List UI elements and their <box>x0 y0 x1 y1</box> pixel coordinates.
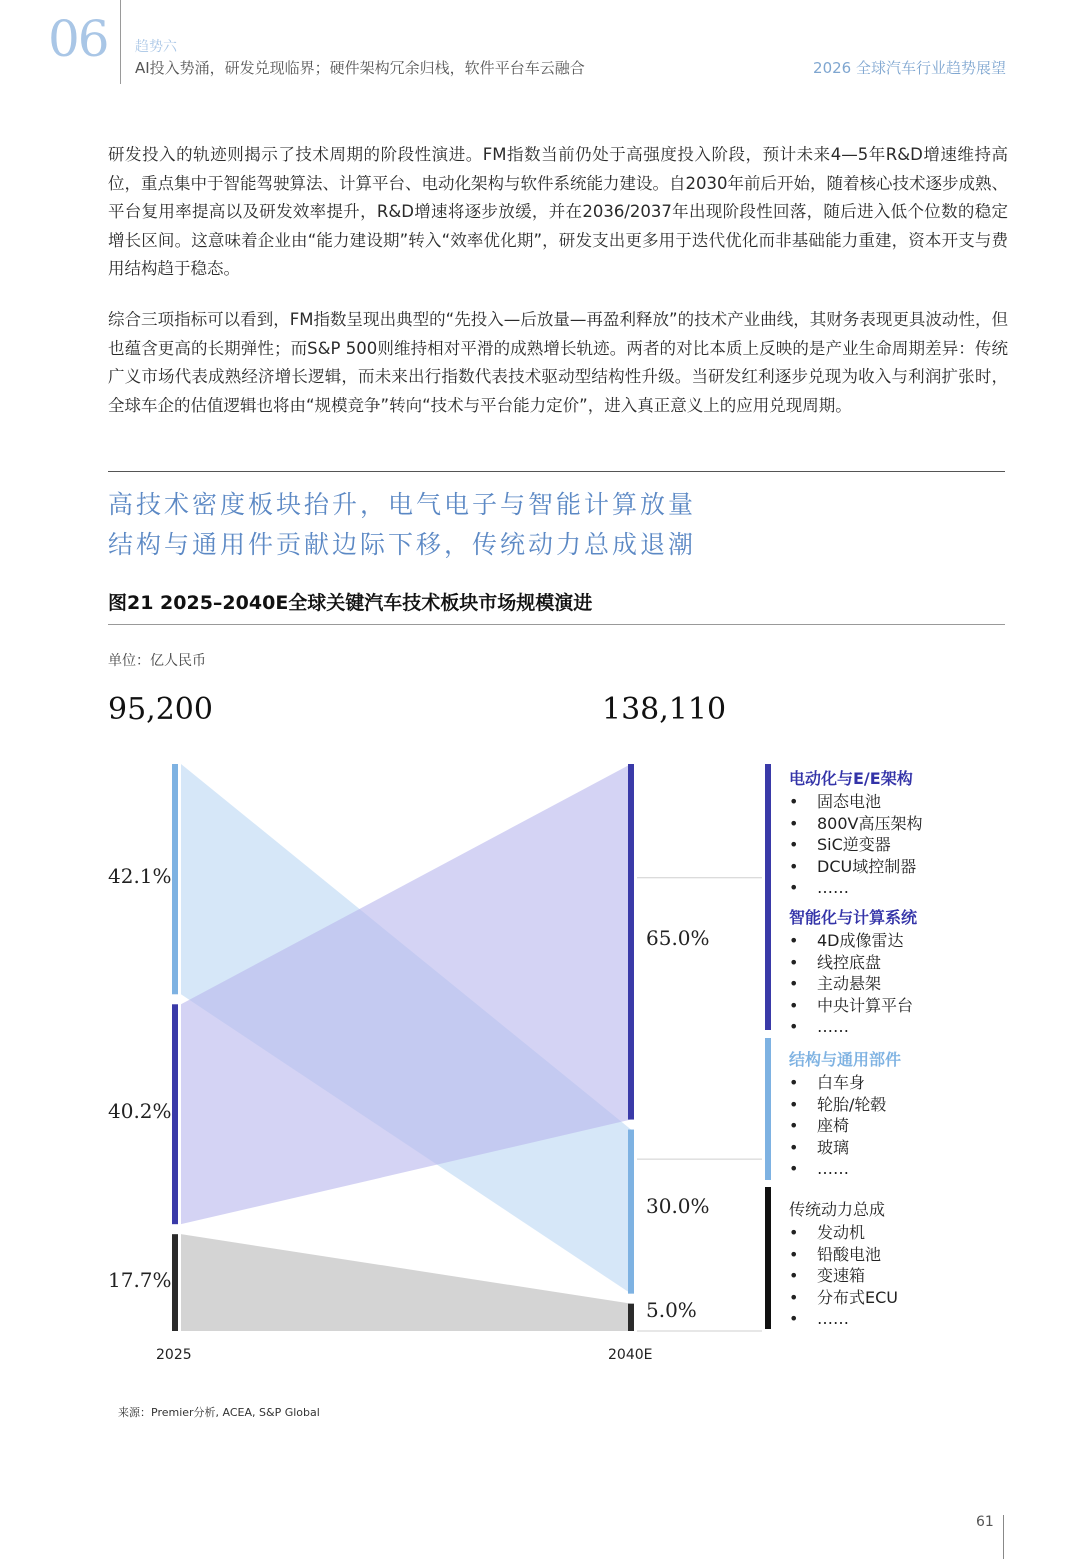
legend-item: • …… <box>789 877 923 899</box>
pct-2025-powertrain: 17.7% <box>108 1268 172 1292</box>
bar-2040e-segment <box>628 764 634 1120</box>
page-number-rule <box>1003 1515 1004 1559</box>
legend-item: • 中央计算平台 <box>789 995 917 1017</box>
legend-item: • 固态电池 <box>789 791 923 813</box>
legend-ee <box>789 766 923 899</box>
total-2040e-label: 138,110 <box>602 692 727 727</box>
figure-unit: 单位：亿人民币 <box>108 653 206 669</box>
legend-item: • 800V高压架构 <box>789 813 923 835</box>
chapter-number: 06 <box>48 10 108 68</box>
x-label-2040e: 2040E <box>608 1347 653 1363</box>
bar-2025-segment <box>172 1004 178 1224</box>
legend-title-structure: 结构与通用部件 <box>789 1050 902 1069</box>
pct-2040-structure: 30.0% <box>646 1194 710 1218</box>
legend-title-ee: 电动化与E/E架构 <box>789 769 913 788</box>
legend-bar-structure <box>765 1038 771 1180</box>
body-paragraph-1: 研发投入的轨迹则揭示了技术周期的阶段性演进。FM指数当前仍处于高强度投入阶段，预计未来4—5年R&D增速维持高位，重点集中于智能驾驶算法、计算平台、电动化架构与软件系统能力建设。自2030年前后开始，随着核心技术逐步成熟、平台复用率提高以及研发效率提升，R&D增速将逐步放缓，并在2036/2037年出现阶段性回落，随后进入低个位数的稳定增长区间。这意味着企业由“能力建设期”转入“效率优化期”，研发支出更多用于迭代优化而非基础能力重建，资本开支与费用结构趋于稳态。 <box>108 145 1008 278</box>
legend-title-powertrain: 传统动力总成 <box>789 1200 886 1219</box>
legend-item: • 4D成像雷达 <box>789 930 917 952</box>
body-paragraph-2: 综合三项指标可以看到，FM指数呈现出典型的“先投入—后放量—再盈利释放”的技术产业曲线，其财务表现更具波动性，但也蕴含更高的长期弹性；而S&P 500则维持相对平滑的成熟增长轨迹。两者的对比本质上反映的是产业生命周期差异：传统广义市场代表成熟经济增长逻辑，而未来出行指数代表技术驱动型结构性升级。当研发红利逐步兑现为收入与利润扩张时，全球车企的估值逻辑也将由“规模竞争”转向“技术与平台能力定价”，进入真正意义上的应用兑现周期。 <box>108 310 1008 415</box>
pct-2040-powertrain: 5.0% <box>646 1298 697 1322</box>
legend-item: • …… <box>789 1158 901 1180</box>
pct-2040-ee-intelligent: 65.0% <box>646 926 710 950</box>
legend-powertrain <box>789 1197 898 1330</box>
chapter-kicker: 趋势六 <box>135 39 177 55</box>
legend-item: • DCU域控制器 <box>789 856 923 878</box>
legend-item: • 主动悬架 <box>789 973 917 995</box>
bar-2040e-segment <box>628 1304 634 1331</box>
legend-item: • …… <box>789 1016 917 1038</box>
headline-line-2: 结构与通用件贡献边际下移，传统动力总成退潮 <box>108 530 697 559</box>
report-title: 2026 全球汽车行业趋势展望 <box>813 59 1006 77</box>
legend-item: • SiC逆变器 <box>789 834 923 856</box>
figure-title: 图21 2025–2040E全球关键汽车技术板块市场规模演进 <box>108 592 593 614</box>
legend-item: • 座椅 <box>789 1115 901 1137</box>
bar-2025-segment <box>172 1234 178 1331</box>
total-2025-label: 95,200 <box>108 692 213 727</box>
legend-item: • 变速箱 <box>789 1265 898 1287</box>
legend-item: • 白车身 <box>789 1072 901 1094</box>
legend-title-intelligent: 智能化与计算系统 <box>789 908 918 927</box>
legend-item: • 线控底盘 <box>789 952 917 974</box>
page-number: 61 <box>976 1514 994 1530</box>
legend-item: • 铅酸电池 <box>789 1244 898 1266</box>
bar-2040e-segment <box>628 1130 634 1294</box>
pct-2025-ee-intelligent: 40.2% <box>108 1099 172 1123</box>
legend-item: • 玻璃 <box>789 1137 901 1159</box>
legend-item: • 发动机 <box>789 1222 898 1244</box>
legend-intelligent <box>789 905 917 1038</box>
legend-bar-ee <box>765 764 771 1030</box>
pct-2025-structure: 42.1% <box>108 864 172 888</box>
legend-bar-powertrain <box>765 1187 771 1329</box>
headline-line-1: 高技术密度板块抬升，电气电子与智能计算放量 <box>108 490 697 519</box>
figure-source: 来源：Premier分析, ACEA, S&P Global <box>118 1406 320 1419</box>
x-label-2025: 2025 <box>156 1347 192 1363</box>
bar-2025-segment <box>172 764 178 994</box>
chapter-subtitle: AI投入势涌，研发兑现临界；硬件架构冗余归栈，软件平台车云融合 <box>135 59 585 77</box>
legend-item: • 轮胎/轮毂 <box>789 1094 901 1116</box>
legend-item: • …… <box>789 1308 898 1330</box>
legend-structure <box>789 1047 901 1180</box>
legend-item: • 分布式ECU <box>789 1287 898 1309</box>
